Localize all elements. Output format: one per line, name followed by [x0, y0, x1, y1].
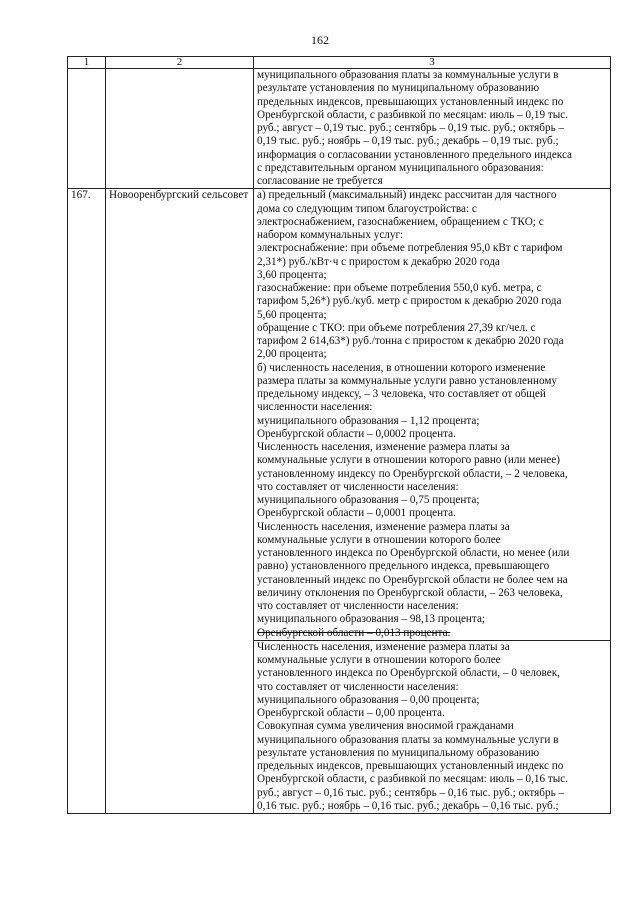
text-line: установленного индекса по Оренбургской области, но менее (или	[257, 547, 570, 559]
header-col-3: 3	[254, 57, 611, 69]
text-line: электроснабжением, газоснабжением, обращением с ТКО; с	[257, 215, 544, 228]
text-line: муниципального образования – 0,75 процента;	[257, 494, 480, 506]
text-line: дома со следующим типом благоустройства: с	[257, 202, 477, 215]
text-line: численности населения:	[257, 401, 373, 414]
text-line: коммунальные услуги в отношении которого более	[257, 533, 501, 546]
row-number: 167.	[68, 189, 106, 814]
text-line: а) предельный (максимальный) индекс рассчитан для частного	[257, 189, 557, 202]
text-line: электроснабжение: при объеме потребления 95,0 кВт с тарифом	[257, 242, 563, 255]
text-line: Численность населения, изменение размера платы за	[257, 441, 510, 453]
text-line: муниципального образования – 98,13 процента;	[257, 613, 486, 626]
header-col-2: 2	[106, 57, 254, 69]
text-line: Численность населения, изменение размера платы за	[254, 640, 610, 654]
text-line: тарифом 5,26*) руб./куб. метр с приростом к декабрю 2020 года	[257, 295, 562, 308]
cont-name-cell	[106, 69, 254, 189]
text-line: величину отклонения по Оренбургской области, – 263 человека,	[257, 586, 563, 599]
header-col-1: 1	[68, 57, 106, 69]
text-line: набором коммунальных услуг:	[257, 229, 404, 241]
text-line: Оренбургской области – 0,00 процента.	[257, 707, 445, 719]
text-line: что составляет от численности населения:	[257, 600, 459, 612]
text-line: 0,16 тыс. руб.; ноябрь – 0,16 тыс. руб.; декабрь – 0,16 тыс. руб.;	[257, 799, 559, 812]
text-line: согласование не требуется	[257, 175, 383, 187]
text-line: Оренбургской области – 0,013 процента.	[257, 626, 451, 639]
text-line: предельных индексов, превышающих установленный индекс по	[257, 760, 564, 772]
text-line: установленному индексу по Оренбургской области, – 2 человека,	[257, 467, 568, 480]
page-number: 162	[311, 33, 329, 47]
data-table	[67, 56, 611, 814]
text-line: 3,60 процента;	[257, 268, 327, 281]
municipality-name: Новооренбургский сельсовет	[106, 189, 254, 814]
text-line: коммунальные услуги в отношении которого более	[257, 654, 501, 666]
text-line: Оренбургской области, с разбивкой по месяцам: июль – 0,16 тыс.	[257, 773, 569, 786]
text-line: размера платы за коммунальные услуги равно установленному	[257, 374, 558, 387]
cont-text-cell	[254, 69, 611, 189]
text-line: обращение с ТКО: при объеме потребления 27,39 кг/чел. с	[257, 321, 536, 334]
cont-num-cell	[68, 69, 106, 189]
text-line: 2,31*) руб./кВт·ч с приростом к декабрю 2020 года	[257, 255, 500, 268]
text-line: информация о согласовании установленного предельного индекса	[257, 148, 573, 161]
text-line: равно) установленного предельного индекса, превышающего	[257, 560, 550, 573]
text-line: Оренбургской области – 0,0002 процента.	[257, 427, 456, 440]
text-line: установленного индекса по Оренбургской области, – 0 человек,	[257, 667, 560, 680]
continuation-row	[68, 69, 611, 189]
text-line: муниципального образования – 1,12 процента;	[257, 414, 480, 427]
text-line: Оренбургской области, с разбивкой по месяцам: июль – 0,19 тыс.	[257, 108, 569, 121]
text-line: 5,60 процента;	[257, 308, 327, 321]
table-header-row	[68, 57, 611, 69]
text-line: тарифом 2 614,63*) руб./тонна с приростом к декабрю 2020 года	[257, 335, 564, 347]
text-line: результате установления по муниципальному образованию	[257, 746, 540, 759]
text-line: б) численность населения, в отношении которого изменение	[257, 361, 546, 374]
text-line: что составляет от численности населения:	[257, 480, 459, 493]
text-line: 0,19 тыс. руб.; ноябрь – 0,19 тыс. руб.; декабрь – 0,19 тыс. руб.;	[257, 135, 559, 148]
text-line: предельному индексу, – 3 человека, что составляет от общей	[257, 388, 546, 400]
text-line: руб.; август – 0,19 тыс. руб.; сентябрь – 0,19 тыс. руб.; октябрь –	[257, 122, 565, 134]
text-line: руб.; август – 0,16 тыс. руб.; сентябрь – 0,16 тыс. руб.; октябрь –	[257, 786, 565, 799]
text-line: результате установления по муниципальному образованию	[257, 82, 540, 95]
text-line: Совокупная сумма увеличения вносимой гражданами	[257, 720, 514, 733]
text-line: предельных индексов, превышающих установленный индекс по	[257, 95, 564, 108]
text-line: газоснабжение: при объеме потребления 550,0 куб. метра, с	[257, 282, 542, 294]
text-line: Оренбургской области – 0,0001 процента.	[257, 507, 456, 520]
text-line: Численность населения, изменение размера платы за	[257, 520, 510, 533]
text-line: муниципального образования платы за коммунальные услуги в	[257, 69, 559, 81]
text-line: 2,00 процента;	[257, 348, 327, 361]
text-line: коммунальные услуги в отношении которого равно (или менее)	[257, 454, 560, 467]
text-line: муниципального образования – 0,00 процента;	[257, 693, 480, 706]
text-line: муниципального образования платы за коммунальные услуги в	[257, 733, 559, 746]
table-row	[68, 189, 611, 814]
text-line: установленный индекс по Оренбургской области не более чем на	[257, 573, 568, 586]
row-text-cell	[254, 189, 611, 814]
text-line: что составляет от численности населения:	[257, 680, 459, 693]
text-line: с представительным органом муниципального образования:	[257, 161, 544, 174]
